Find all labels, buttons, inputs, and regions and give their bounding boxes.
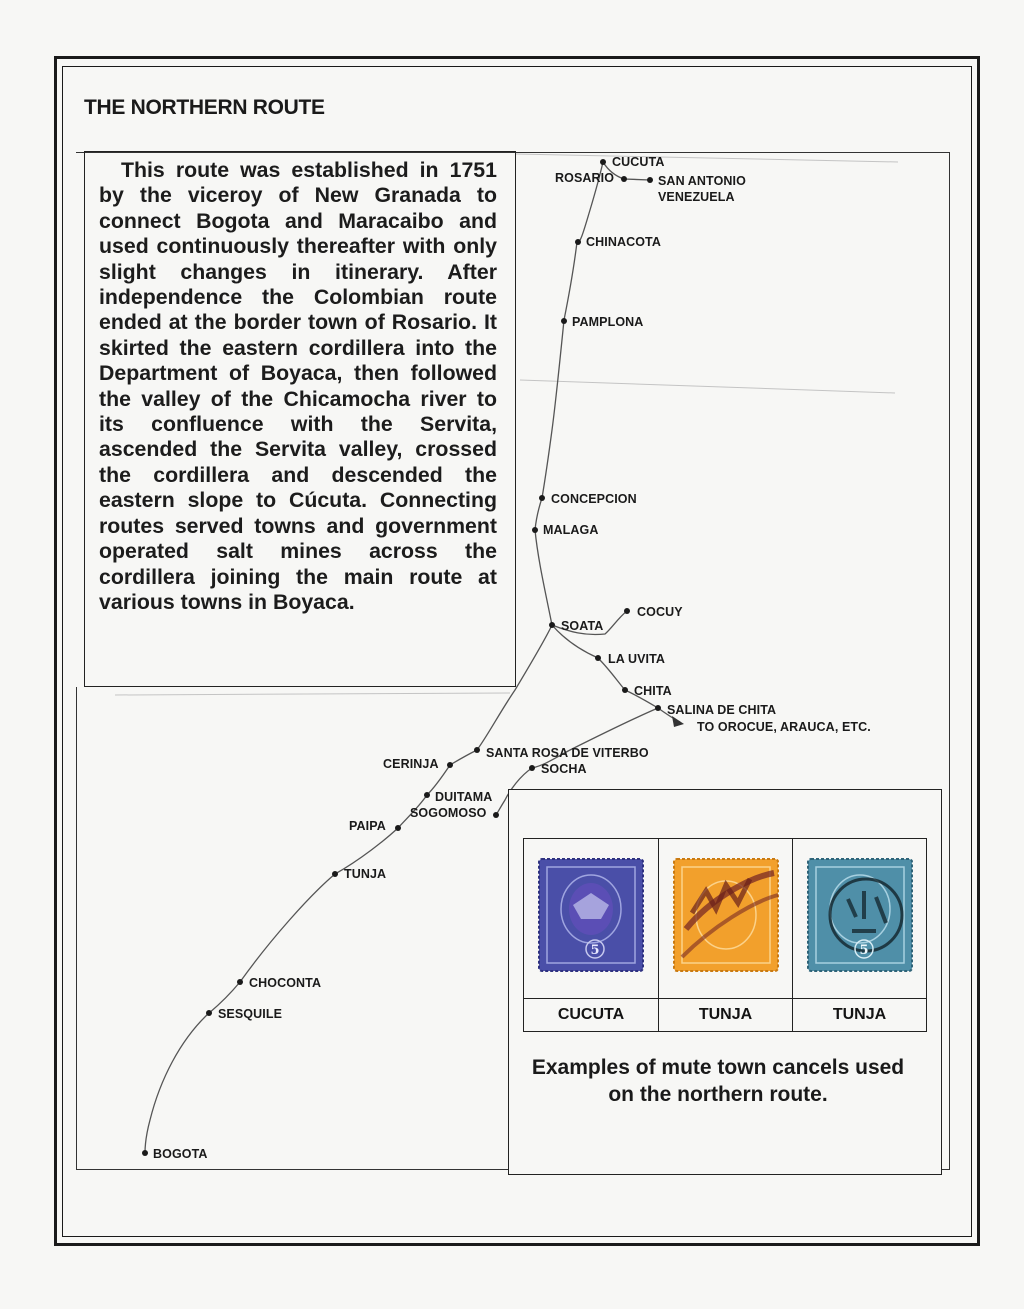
town-dot-sogomoso xyxy=(493,812,499,818)
town-label-cucuta: CUCUTA xyxy=(612,155,665,169)
town-dot-duitama xyxy=(424,792,430,798)
town-dot-san-antonio xyxy=(647,177,653,183)
town-dot-choconta xyxy=(237,979,243,985)
svg-text:5: 5 xyxy=(859,943,869,958)
town-dot-cerinja xyxy=(447,762,453,768)
town-label-la-uvita: LA UVITA xyxy=(608,652,666,666)
route-description: This route was established in 1751 by the viceroy of New Granada to connect Bogota and Maracaibo and used continuously thereafter with only slight changes in itinerary. After independence the Colombian route ended at the border town of Rosario. It skirted the eastern cordillera into the Department of Boyaca, then followed the valley of the Chicamocha river to its confluence with the Servita, ascended the Servita valley, crossed the cordillera and descended the eastern slope to Cúcuta. Connecting routes served towns and government operated salt mines across the cordillera joining the main route at various towns in Boyaca. xyxy=(99,158,497,614)
stamp-caption-tunja-2: TUNJA xyxy=(832,1006,887,1023)
town-label-santa-rosa: SANTA ROSA DE VITERBO xyxy=(486,746,649,760)
map-separator xyxy=(520,380,895,393)
town-dot-rosario xyxy=(621,176,627,182)
orocue-arrow xyxy=(672,716,684,727)
town-dot-concepcion xyxy=(539,495,545,501)
town-dot-pamplona xyxy=(561,318,567,324)
town-dot-soata xyxy=(549,622,555,628)
page-title: THE NORTHERN ROUTE xyxy=(84,96,325,119)
town-dot-tunja xyxy=(332,871,338,877)
town-dot-malaga xyxy=(532,527,538,533)
town-label-socha: SOCHA xyxy=(541,762,587,776)
map-separator xyxy=(516,154,898,162)
town-label-rosario: ROSARIO xyxy=(555,171,615,185)
town-dot-la-uvita xyxy=(595,655,601,661)
town-label-concepcion: CONCEPCION xyxy=(551,492,637,506)
town-dot-sesquile xyxy=(206,1010,212,1016)
map-separator xyxy=(115,693,510,695)
town-label-venezuela: VENEZUELA xyxy=(658,190,735,204)
town-label-malaga: MALAGA xyxy=(543,523,599,537)
stamp-caption-cucuta: CUCUTA xyxy=(524,999,659,1031)
town-label-paipa: PAIPA xyxy=(349,819,386,833)
stamp-image-cucuta xyxy=(537,857,645,973)
town-label-cerinja: CERINJA xyxy=(383,757,439,771)
town-label-san-antonio: SAN ANTONIO xyxy=(658,174,746,188)
stamp-cell xyxy=(659,839,793,999)
stamp-image-tunja xyxy=(806,857,914,973)
town-dot-cucuta xyxy=(600,159,606,165)
town-dot-bogota xyxy=(142,1150,148,1156)
town-label-duitama: DUITAMA xyxy=(435,790,493,804)
town-dot-cocuy xyxy=(624,608,630,614)
town-dot-paipa xyxy=(395,825,401,831)
cancels-caption: Examples of mute town cancels used on the northern route. xyxy=(531,1056,905,1106)
stamp-table xyxy=(523,838,927,1032)
town-label-pamplona: PAMPLONA xyxy=(572,315,644,329)
town-label-chinacota: CHINACOTA xyxy=(586,235,661,249)
stamp-cell xyxy=(524,839,659,999)
town-label-to-orocue: TO OROCUE, ARAUCA, ETC. xyxy=(697,720,871,734)
town-label-salina-de-chita: SALINA DE CHITA xyxy=(667,703,777,717)
town-dot-chinacota xyxy=(575,239,581,245)
town-label-soata: SOATA xyxy=(561,619,604,633)
town-label-bogota: BOGOTA xyxy=(153,1147,208,1161)
town-label-chita: CHITA xyxy=(634,684,672,698)
stamp-image-tunja xyxy=(672,857,780,973)
town-label-sogomoso: SOGOMOSO xyxy=(410,806,487,820)
town-label-tunja: TUNJA xyxy=(344,867,387,881)
town-label-cocuy: COCUY xyxy=(637,605,683,619)
town-dot-santa-rosa xyxy=(474,747,480,753)
town-dot-chita xyxy=(622,687,628,693)
stamp-cell xyxy=(793,839,926,999)
svg-text:5: 5 xyxy=(590,943,600,958)
town-label-choconta: CHOCONTA xyxy=(249,976,322,990)
town-dot-socha xyxy=(529,765,535,771)
town-label-sesquile: SESQUILE xyxy=(218,1007,283,1021)
route-description-box xyxy=(84,151,516,687)
town-dot-salina xyxy=(655,705,661,711)
stamp-caption-tunja: TUNJA xyxy=(659,999,793,1031)
